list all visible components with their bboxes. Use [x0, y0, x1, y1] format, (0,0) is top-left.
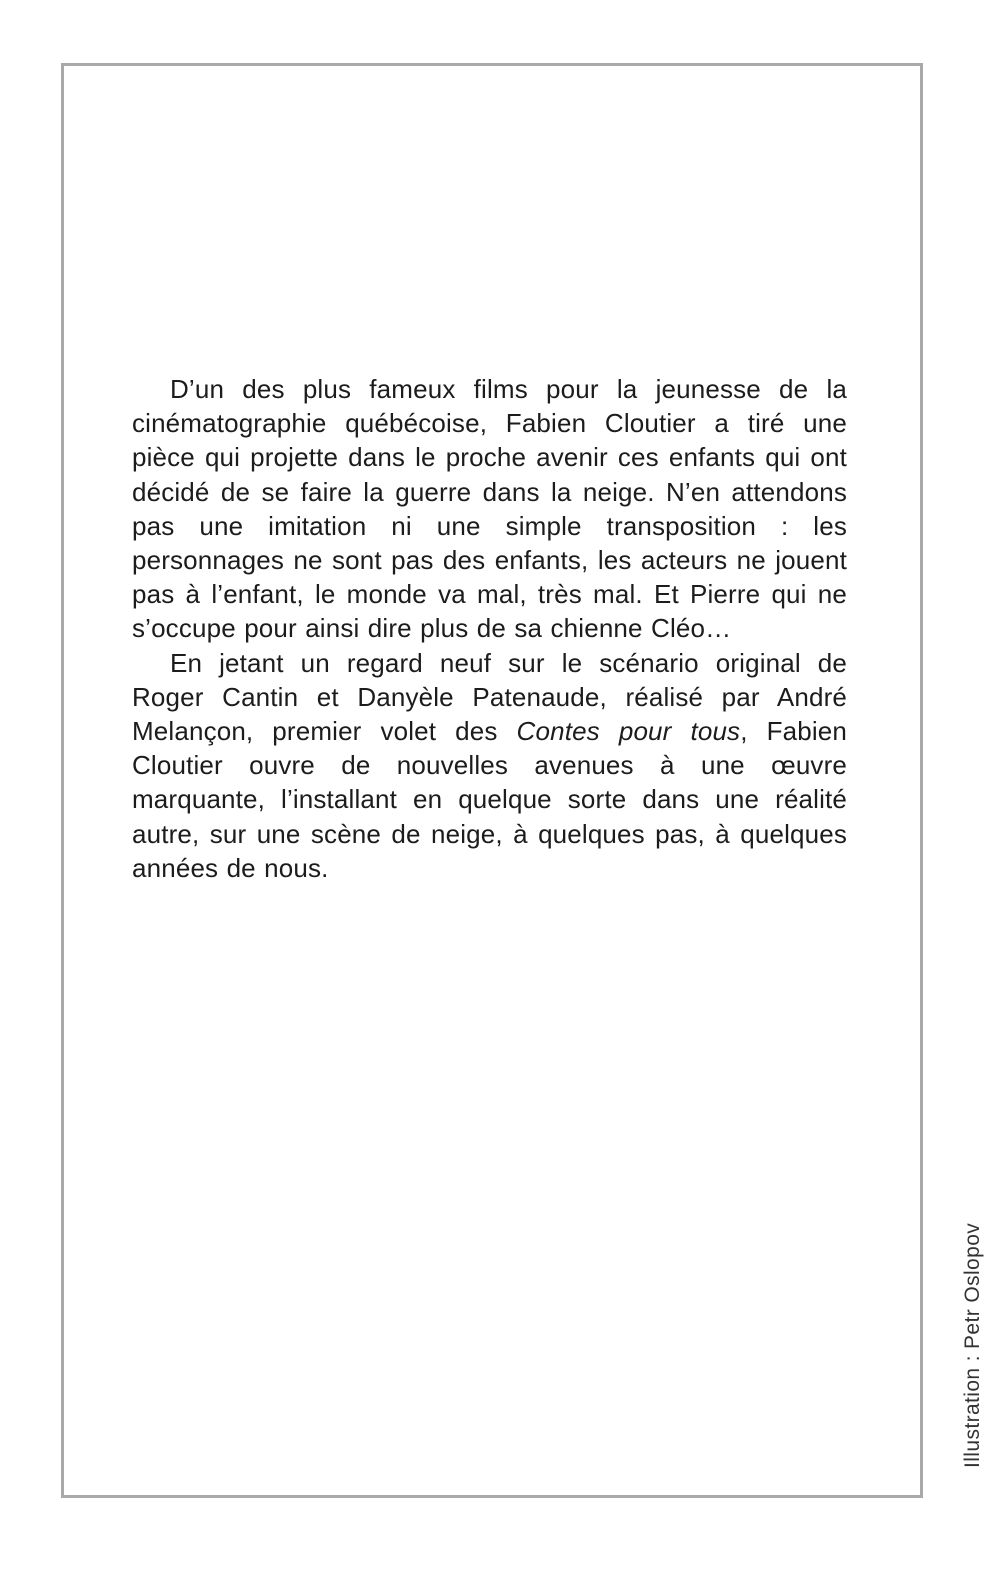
illustration-credit — [961, 1223, 985, 1468]
credit-name: Petr Oslopov — [961, 1222, 984, 1350]
paragraph-2-end: , Fabien Cloutier ouvre de nouvelles avenues à une œuvre marquante, l’installant en quelque sorte dans une réalité autre, sur une scène de neige, à quelques pas, à quelques années de nous. — [132, 716, 847, 883]
paragraph-2-start: En jetant un regard neuf sur le scénario original de Roger Cantin et Danyèle Patenaude, réalisé par André Melançon, premier volet des — [132, 647, 847, 747]
series-title: Contes pour tous — [516, 716, 741, 747]
paragraph-1: D’un des plus fameux films pour la jeunesse de la cinématographie québécoise, Fabien Cloutier a tiré une pièce qui projette dans le proche avenir ces enfants qui ont décidé de se faire la guerre dans la neige. N’en attendons pas une imitation ni une simple transposition : les personnages ne sont pas des enfants, les acteurs ne jouent pas à l’enfant, le monde va mal, très mal. Et Pierre qui ne s’occupe pour ainsi dire plus de sa chienne Cléo… — [132, 374, 847, 644]
paragraph-2 — [132, 646, 847, 885]
back-cover-text — [132, 372, 847, 885]
credit-label: Illustration : — [961, 1355, 984, 1468]
